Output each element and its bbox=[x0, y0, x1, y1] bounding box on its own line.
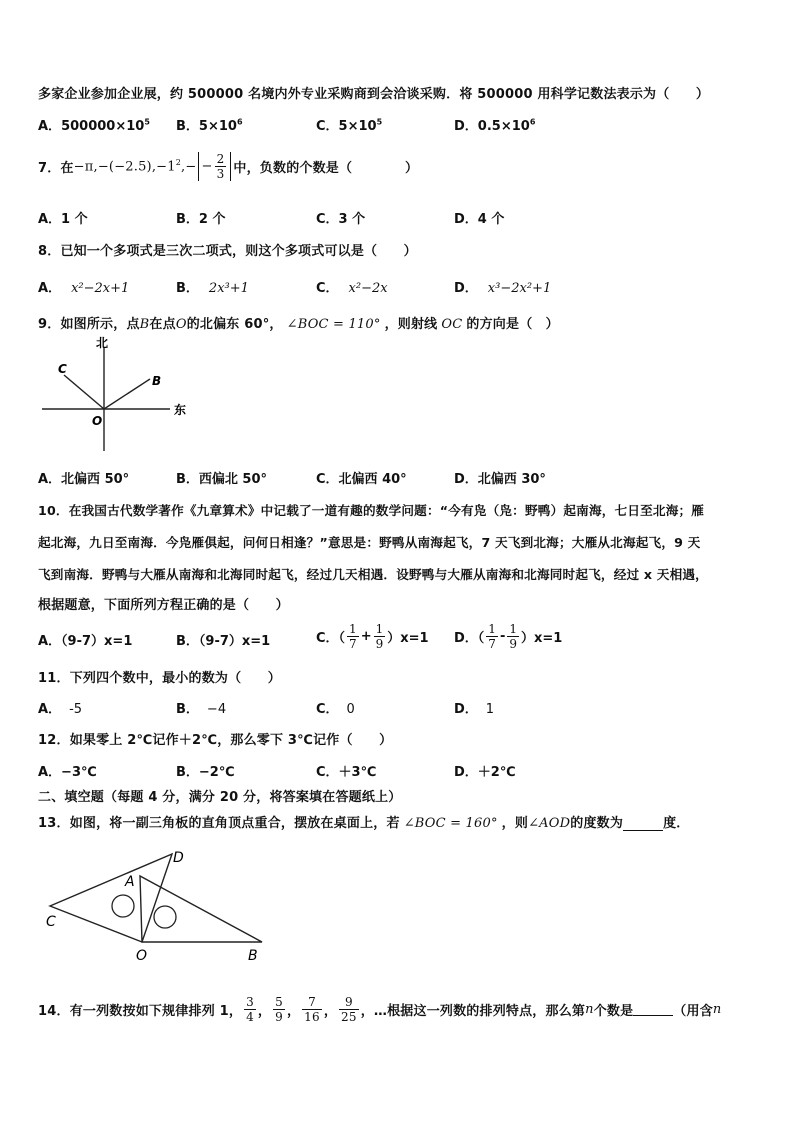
q13-figure bbox=[40, 842, 280, 972]
q6-option-a[interactable]: A．$500000\times 10^5$ bbox=[38, 117, 150, 134]
q12-option-c[interactable]: C．＋3℃ bbox=[316, 765, 377, 780]
q12-option-b[interactable]: B．−2℃ bbox=[176, 765, 235, 780]
q9-figure bbox=[36, 335, 196, 455]
q10-option-d[interactable]: D．（ $\frac{1}{7}$ - $\frac{1}{9}$ ）x=1 bbox=[454, 622, 563, 651]
q11-option-d[interactable]: D． 1 bbox=[454, 702, 495, 717]
q8-option-b[interactable]: B． 2x³+1 bbox=[176, 281, 249, 296]
point-d-label: D bbox=[173, 850, 184, 866]
triangle-aob-hole bbox=[154, 906, 176, 928]
q8-option-a[interactable]: A． x²−2x+1 bbox=[38, 281, 130, 296]
q13-answer-blank[interactable] bbox=[623, 818, 663, 831]
point-o-label: O bbox=[136, 948, 148, 964]
q6-stem: 多家企业参加企业展，约 500000 名境内外专业采购商到会洽谈采购．将 500000 用科学记数法表示为（ ） bbox=[38, 87, 710, 102]
point-a-label: A bbox=[125, 874, 135, 890]
north-label: 北 bbox=[96, 336, 109, 350]
q6-option-b[interactable]: B．$5\times 10^6$ bbox=[176, 117, 243, 134]
q9-option-d[interactable]: D．北偏西 30° bbox=[454, 472, 546, 487]
point-c-label: C bbox=[46, 914, 56, 930]
q9-option-a[interactable]: A．北偏西 50° bbox=[38, 472, 130, 487]
q10-option-a[interactable]: A．（9-7）x=1 bbox=[38, 634, 133, 649]
q11-option-c[interactable]: C． 0 bbox=[316, 702, 355, 717]
q11-option-b[interactable]: B． −4 bbox=[176, 702, 227, 717]
q10-line-3: 飞到南海．野鸭与大雁从南海和北海同时起飞，经过几天相遇．设野鸭与大雁从南海和北海同时起飞，经过 x 天相遇， bbox=[38, 567, 708, 582]
point-b-label: B bbox=[248, 948, 258, 964]
triangle-cod bbox=[50, 854, 172, 942]
q7-option-b[interactable]: B．2 个 bbox=[176, 212, 226, 227]
q11-stem: 11．下列四个数中，最小的数为（ ） bbox=[38, 671, 281, 686]
east-label: 东 bbox=[174, 403, 187, 417]
point-c-label: C bbox=[58, 362, 67, 376]
q7-option-c[interactable]: C．3 个 bbox=[316, 212, 366, 227]
q11-option-a[interactable]: A． -5 bbox=[38, 702, 83, 717]
q10-option-b[interactable]: B．（9-7）x=1 bbox=[176, 634, 271, 649]
q7-stem: 7．在 $-\pi,-(-2.5),-1^2,-$ − $\frac{2}{3}$ 中，负数的个数是（ ） bbox=[38, 152, 419, 181]
q6-option-d[interactable]: D．$0.5\times 10^6$ bbox=[454, 117, 536, 134]
triangle-cod-hole bbox=[112, 895, 134, 917]
q7-option-d[interactable]: D．4 个 bbox=[454, 212, 505, 227]
q14-stem: 14．有一列数按如下规律排列 1， $\frac{3}{4}$ ， $\frac{5}{9}$ ， $\frac{7}{16}$ ， $\frac{9}{25}$ ，…根据这一列数的排列特点，那么第 n 个数是 （用含 n bbox=[38, 995, 722, 1024]
section-heading: 二、填空题（每题 4 分，满分 20 分，将答案填在答题纸上） bbox=[38, 790, 402, 805]
q8-stem: 8．已知一个多项式是三次二项式，则这个多项式可以是（ ） bbox=[38, 244, 417, 259]
ray-ob bbox=[104, 379, 150, 409]
ray-oc bbox=[64, 375, 104, 409]
q9-option-b[interactable]: B．西偏北 50° bbox=[176, 472, 268, 487]
q10-option-c[interactable]: C．（ $\frac{1}{7}$ + $\frac{1}{9}$ ）x=1 bbox=[316, 622, 429, 651]
q6-option-c[interactable]: C．$5\times 10^5$ bbox=[316, 117, 383, 134]
q12-option-d[interactable]: D．＋2℃ bbox=[454, 765, 516, 780]
q12-option-a[interactable]: A．−3℃ bbox=[38, 765, 97, 780]
point-b-label: B bbox=[152, 374, 162, 388]
q8-option-c[interactable]: C． x²−2x bbox=[316, 281, 388, 296]
q8-option-d[interactable]: D． x³−2x²+1 bbox=[454, 281, 552, 296]
q9-option-c[interactable]: C．北偏西 40° bbox=[316, 472, 407, 487]
q7-option-a[interactable]: A．1 个 bbox=[38, 212, 88, 227]
q13-stem: 13．如图，将一副三角板的直角顶点重合，摆放在桌面上，若 ∠BOC = 160° ，则∠AOD的度数为 度． bbox=[38, 816, 690, 831]
q14-answer-blank[interactable] bbox=[633, 1003, 673, 1016]
q10-line-2: 起北海，九日至南海．今凫雁俱起，问何日相逢？”意思是：野鸭从南海起飞，7 天飞到北海；大雁从北海起飞，9 天 bbox=[38, 535, 701, 550]
point-o-label: O bbox=[92, 414, 103, 428]
q10-line-1: 10．在我国古代数学著作《九章算术》中记载了一道有趣的数学问题：“今有凫（凫：野鸭）起南海，七日至北海；雁 bbox=[38, 503, 705, 518]
q9-stem: 9．如图所示，点B在点O的北偏东 60°， ∠BOC = 110° ，则射线 OC 的方向是（ ） bbox=[38, 317, 559, 332]
q10-line-4: 根据题意，下面所列方程正确的是（ ） bbox=[38, 598, 289, 613]
q12-stem: 12．如果零上 2℃记作＋2℃，那么零下 3℃记作（ ） bbox=[38, 733, 393, 748]
